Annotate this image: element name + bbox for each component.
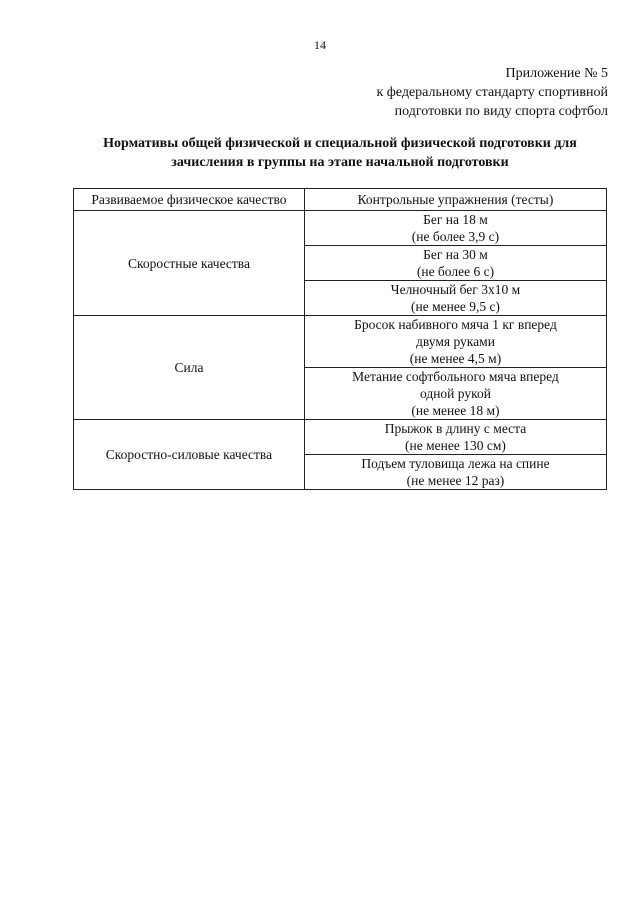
table-row — [74, 316, 607, 368]
header-quality: Развиваемое физическое качество — [74, 189, 305, 211]
quality-cell-speed: Скоростные качества — [74, 211, 305, 316]
table-header-row — [74, 189, 607, 211]
test-line: Прыжок в длину с места — [384, 421, 527, 436]
appendix-header — [376, 64, 608, 121]
test-cell — [304, 281, 606, 316]
test-line: (не менее 4,5 м) — [409, 351, 502, 366]
test-line: Метание софтбольного мяча вперед — [352, 369, 559, 384]
appendix-line-3: подготовки по виду спорта софтбол — [394, 104, 608, 119]
test-line: (не менее 12 раз) — [406, 473, 505, 488]
table-row — [74, 420, 607, 455]
title-line-1: Нормативы общей физической и специальной физической подготовки для — [103, 136, 577, 151]
test-line: (не менее 9,5 с) — [410, 299, 500, 314]
test-line: Челночный бег 3х10 м — [390, 282, 521, 297]
test-cell — [304, 316, 606, 368]
header-tests: Контрольные упражнения (тесты) — [304, 189, 606, 211]
quality-cell-strength: Сила — [74, 316, 305, 420]
document-title — [40, 134, 640, 172]
appendix-line-2: к федеральному стандарту спортивной — [376, 85, 608, 100]
test-line: Бросок набивного мяча 1 кг вперед — [354, 317, 557, 332]
norms-table — [73, 188, 607, 490]
test-line: (не менее 18 м) — [411, 403, 500, 418]
page-number: 14 — [314, 38, 326, 52]
appendix-line-1: Приложение № 5 — [505, 66, 608, 81]
test-line: Подъем туловища лежа на спине — [361, 456, 550, 471]
test-cell — [304, 420, 606, 455]
quality-cell-speed-strength: Скоростно-силовые качества — [74, 420, 305, 490]
test-cell — [304, 246, 606, 281]
table-row — [74, 211, 607, 246]
test-cell — [304, 368, 606, 420]
test-cell — [304, 455, 606, 490]
test-cell — [304, 211, 606, 246]
test-line: одной рукой — [419, 386, 491, 401]
title-line-2: зачисления в группы на этапе начальной подготовки — [171, 155, 509, 170]
test-line: двумя руками — [416, 334, 495, 349]
test-line: (не более 3,9 с) — [411, 229, 500, 244]
test-line: (не менее 130 см) — [405, 438, 506, 453]
test-line: (не более 6 с) — [416, 264, 495, 279]
test-line: Бег на 30 м — [423, 247, 488, 262]
test-line: Бег на 18 м — [423, 212, 488, 227]
